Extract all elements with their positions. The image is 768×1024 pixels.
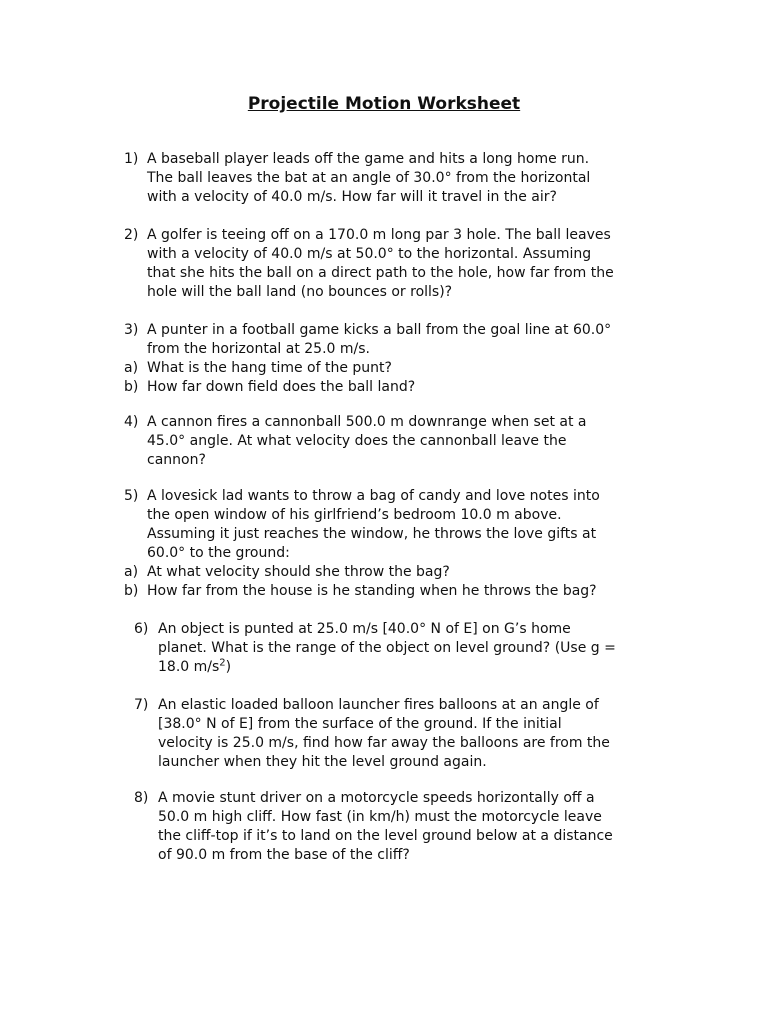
question-number: 2): [124, 227, 139, 243]
question-text-line: 60.0° to the ground:: [147, 545, 290, 561]
question-text-line: velocity is 25.0 m/s, find how far away the balloons are from the: [158, 735, 610, 751]
question-text-line: with a velocity of 40.0 m/s. How far will it travel in the air?: [147, 189, 557, 205]
question-5: [124, 487, 600, 601]
part-text: What is the hang time of the punt?: [147, 360, 392, 376]
question-part-b: [124, 378, 611, 397]
part-label: b): [124, 583, 139, 599]
part-text: At what velocity should she throw the bag?: [147, 564, 450, 580]
question-text-line: An object is punted at 25.0 m/s [40.0° N of E] on G’s home: [158, 621, 571, 637]
part-label: a): [124, 360, 139, 376]
part-label: a): [124, 564, 139, 580]
question-part-a: [124, 563, 600, 582]
question-text-line: from the horizontal at 25.0 m/s.: [147, 341, 370, 357]
question-text-line: 45.0° angle. At what velocity does the cannonball leave the: [147, 433, 567, 449]
question-text-line: cannon?: [147, 452, 206, 468]
question-text-line: A cannon fires a cannonball 500.0 m downrange when set at a: [147, 414, 587, 430]
question-text-line: the cliff-top if it’s to land on the level ground below at a distance: [158, 828, 613, 844]
question-text-line: A golfer is teeing off on a 170.0 m long par 3 hole. The ball leaves: [147, 227, 611, 243]
question-text-line: launcher when they hit the level ground again.: [158, 754, 487, 770]
question-6: [134, 620, 616, 677]
part-text: How far down field does the ball land?: [147, 379, 416, 395]
question-4: [124, 413, 587, 470]
question-8: [134, 789, 613, 865]
gravity-value: 18.0 m/s: [158, 659, 220, 675]
question-number: 1): [124, 151, 139, 167]
question-text-line: A baseball player leads off the game and hits a long home run.: [147, 151, 590, 167]
question-text-line: planet. What is the range of the object on level ground? (Use g =: [158, 640, 616, 656]
question-number: 7): [134, 697, 149, 713]
question-3: [124, 321, 612, 397]
page-title: Projectile Motion Worksheet: [247, 94, 521, 114]
squared-superscript: 2: [219, 657, 226, 669]
question-number: 5): [124, 488, 139, 504]
question-text-line: hole will the ball land (no bounces or rolls)?: [147, 284, 453, 300]
question-text-line: of 90.0 m from the base of the cliff?: [158, 847, 410, 863]
question-text-line: [158, 658, 616, 677]
question-1: [124, 150, 591, 207]
question-text-line: A lovesick lad wants to throw a bag of candy and love notes into: [147, 488, 600, 504]
question-text-line: The ball leaves the bat at an angle of 30.0° from the horizontal: [147, 170, 591, 186]
question-text-line: 50.0 m high cliff. How fast (in km/h) must the motorcycle leave: [158, 809, 602, 825]
question-text-line: the open window of his girlfriend’s bedroom 10.0 m above.: [147, 507, 562, 523]
question-text-line: A punter in a football game kicks a ball from the goal line at 60.0°: [147, 322, 612, 338]
question-text-line: that she hits the ball on a direct path to the hole, how far from the: [147, 265, 614, 281]
question-text-line: A movie stunt driver on a motorcycle speeds horizontally off a: [158, 790, 595, 806]
question-number: 4): [124, 414, 139, 430]
question-number: 3): [124, 322, 139, 338]
closing-paren: ): [225, 659, 232, 675]
part-label: b): [124, 379, 139, 395]
question-part-b: [124, 582, 600, 601]
question-text-line: with a velocity of 40.0 m/s at 50.0° to the horizontal. Assuming: [147, 246, 592, 262]
question-part-a: [124, 359, 611, 378]
question-text-line: An elastic loaded balloon launcher fires balloons at an angle of: [158, 697, 599, 713]
question-text-line: [38.0° N of E] from the surface of the ground. If the initial: [158, 716, 562, 732]
question-2: [124, 226, 614, 302]
question-number: 6): [134, 621, 149, 637]
question-number: 8): [134, 790, 149, 806]
part-text: How far from the house is he standing when he throws the bag?: [147, 583, 597, 599]
question-text-line: Assuming it just reaches the window, he throws the love gifts at: [147, 526, 597, 542]
question-7: [134, 696, 610, 772]
